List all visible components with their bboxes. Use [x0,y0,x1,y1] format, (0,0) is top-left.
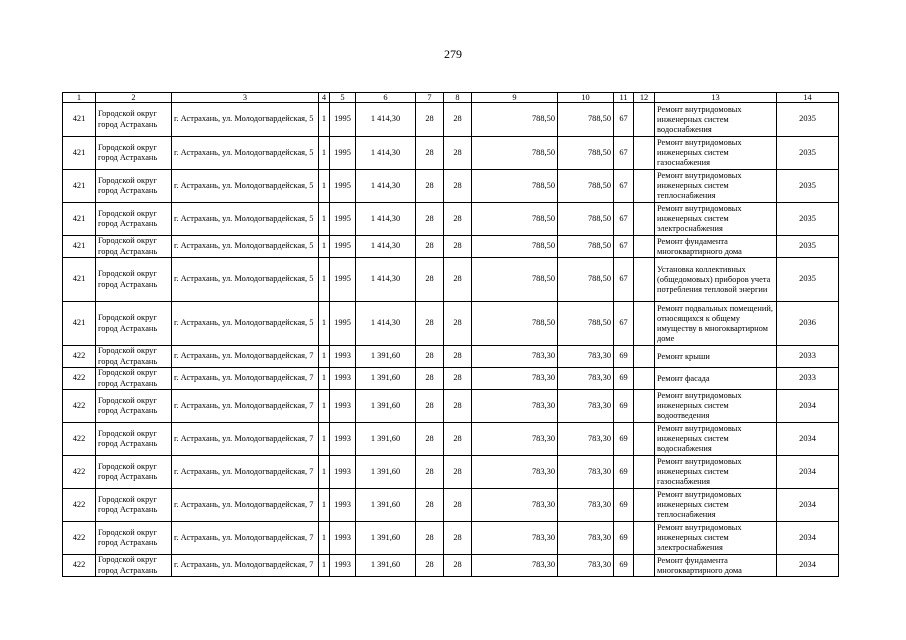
cell-work-type: Ремонт подвальных помещений, относящихся к общему имуществу в многоквартирном доме [655,302,777,346]
cell-col8: 28 [444,390,472,423]
cell-col8: 28 [444,368,472,390]
cell-year: 1993 [330,456,356,489]
cell-col8: 28 [444,137,472,170]
table-row [63,203,839,236]
col-number-header: 14 [777,93,839,103]
cell-col12 [634,203,655,236]
cell-work-type: Ремонт крыши [655,346,777,368]
cell-house-id: 422 [63,368,96,390]
cell-house-id: 421 [63,236,96,258]
cell-year: 1995 [330,103,356,137]
cell-total-area: 1 391,60 [356,390,416,423]
cell-house-id: 421 [63,170,96,203]
cell-col8: 28 [444,423,472,456]
cell-col8: 28 [444,236,472,258]
cell-col7: 28 [416,555,444,577]
cell-col8: 28 [444,522,472,555]
cell-col11: 67 [614,302,634,346]
cell-municipality: Городской округ город Астрахань [96,302,172,346]
cell-address: г. Астрахань, ул. Молодогвардейская, 5 [172,236,319,258]
cell-col10: 788,50 [558,236,614,258]
cell-col7: 28 [416,258,444,302]
table-row [63,137,839,170]
cell-work-type: Ремонт фасада [655,368,777,390]
cell-col10: 783,30 [558,346,614,368]
cell-col10: 783,30 [558,489,614,522]
col-number-header: 8 [444,93,472,103]
cell-col12 [634,522,655,555]
cell-municipality: Городской округ город Астрахань [96,555,172,577]
table-row [63,555,839,577]
cell-total-area: 1 391,60 [356,346,416,368]
cell-col12 [634,236,655,258]
cell-col11: 67 [614,258,634,302]
cell-col12 [634,103,655,137]
cell-planned-year: 2036 [777,302,839,346]
cell-total-area: 1 414,30 [356,302,416,346]
cell-col9: 788,50 [472,103,558,137]
cell-col10: 788,50 [558,137,614,170]
cell-municipality: Городской округ город Астрахань [96,103,172,137]
cell-work-type: Ремонт внутридомовых инженерных систем водоотведения [655,390,777,423]
cell-year: 1993 [330,390,356,423]
cell-col7: 28 [416,203,444,236]
cell-col4: 1 [319,258,330,302]
cell-house-id: 421 [63,258,96,302]
cell-year: 1995 [330,170,356,203]
cell-col7: 28 [416,423,444,456]
cell-address: г. Астрахань, ул. Молодогвардейская, 5 [172,302,319,346]
cell-house-id: 421 [63,103,96,137]
cell-col11: 69 [614,522,634,555]
cell-col10: 783,30 [558,390,614,423]
table-row [63,368,839,390]
cell-col8: 28 [444,203,472,236]
table-row [63,346,839,368]
cell-col9: 788,50 [472,203,558,236]
cell-col11: 67 [614,170,634,203]
cell-col7: 28 [416,456,444,489]
cell-municipality: Городской округ город Астрахань [96,489,172,522]
cell-address: г. Астрахань, ул. Молодогвардейская, 5 [172,170,319,203]
cell-work-type: Ремонт фундамента многоквартирного дома [655,555,777,577]
cell-col11: 69 [614,346,634,368]
cell-col9: 783,30 [472,555,558,577]
cell-planned-year: 2035 [777,170,839,203]
cell-col4: 1 [319,555,330,577]
cell-col9: 788,50 [472,170,558,203]
cell-col7: 28 [416,170,444,203]
table-row [63,522,839,555]
cell-col7: 28 [416,368,444,390]
cell-col4: 1 [319,302,330,346]
cell-col11: 67 [614,137,634,170]
cell-year: 1993 [330,489,356,522]
col-number-header: 9 [472,93,558,103]
cell-col10: 788,50 [558,258,614,302]
cell-planned-year: 2034 [777,489,839,522]
cell-total-area: 1 391,60 [356,456,416,489]
cell-planned-year: 2034 [777,522,839,555]
cell-col4: 1 [319,522,330,555]
cell-work-type: Ремонт внутридомовых инженерных систем электроснабжения [655,522,777,555]
cell-col8: 28 [444,555,472,577]
cell-year: 1993 [330,368,356,390]
cell-col12 [634,368,655,390]
cell-col11: 67 [614,236,634,258]
cell-municipality: Городской округ город Астрахань [96,390,172,423]
cell-work-type: Установка коллективных (общедомовых) приборов учета потребления тепловой энергии [655,258,777,302]
cell-address: г. Астрахань, ул. Молодогвардейская, 5 [172,203,319,236]
cell-col12 [634,456,655,489]
cell-col11: 69 [614,555,634,577]
cell-municipality: Городской округ город Астрахань [96,203,172,236]
table-row [63,423,839,456]
cell-address: г. Астрахань, ул. Молодогвардейская, 7 [172,346,319,368]
cell-address: г. Астрахань, ул. Молодогвардейская, 5 [172,137,319,170]
cell-col8: 28 [444,302,472,346]
cell-total-area: 1 414,30 [356,137,416,170]
cell-col4: 1 [319,103,330,137]
cell-house-id: 422 [63,489,96,522]
cell-col4: 1 [319,423,330,456]
cell-work-type: Ремонт внутридомовых инженерных систем теплоснабжения [655,170,777,203]
cell-work-type: Ремонт внутридомовых инженерных систем водоснабжения [655,423,777,456]
cell-year: 1993 [330,346,356,368]
cell-address: г. Астрахань, ул. Молодогвардейская, 5 [172,258,319,302]
cell-address: г. Астрахань, ул. Молодогвардейская, 7 [172,368,319,390]
cell-col9: 788,50 [472,236,558,258]
cell-col11: 67 [614,203,634,236]
cell-col8: 28 [444,170,472,203]
cell-total-area: 1 414,30 [356,203,416,236]
cell-house-id: 422 [63,390,96,423]
cell-planned-year: 2034 [777,423,839,456]
cell-col7: 28 [416,236,444,258]
cell-address: г. Астрахань, ул. Молодогвардейская, 7 [172,456,319,489]
cell-col12 [634,390,655,423]
col-number-header: 12 [634,93,655,103]
cell-col4: 1 [319,456,330,489]
cell-house-id: 422 [63,423,96,456]
cell-col11: 67 [614,103,634,137]
cell-total-area: 1 391,60 [356,522,416,555]
cell-planned-year: 2033 [777,368,839,390]
cell-col10: 788,50 [558,103,614,137]
cell-col11: 69 [614,368,634,390]
cell-col4: 1 [319,390,330,423]
cell-year: 1995 [330,137,356,170]
cell-year: 1995 [330,203,356,236]
cell-col12 [634,423,655,456]
cell-address: г. Астрахань, ул. Молодогвардейская, 7 [172,522,319,555]
cell-year: 1993 [330,555,356,577]
cell-col10: 788,50 [558,203,614,236]
cell-year: 1995 [330,258,356,302]
cell-house-id: 421 [63,137,96,170]
cell-year: 1993 [330,522,356,555]
cell-col7: 28 [416,346,444,368]
table-row [63,456,839,489]
cell-planned-year: 2034 [777,555,839,577]
cell-col10: 788,50 [558,170,614,203]
cell-planned-year: 2034 [777,456,839,489]
cell-planned-year: 2035 [777,137,839,170]
register-table [62,92,839,577]
cell-col8: 28 [444,489,472,522]
cell-col11: 69 [614,423,634,456]
cell-col4: 1 [319,489,330,522]
cell-col4: 1 [319,368,330,390]
cell-work-type: Ремонт внутридомовых инженерных систем электроснабжения [655,203,777,236]
cell-planned-year: 2035 [777,103,839,137]
cell-col10: 783,30 [558,456,614,489]
table-row [63,390,839,423]
cell-col9: 783,30 [472,456,558,489]
cell-col9: 783,30 [472,390,558,423]
cell-total-area: 1 414,30 [356,236,416,258]
cell-total-area: 1 391,60 [356,423,416,456]
cell-address: г. Астрахань, ул. Молодогвардейская, 7 [172,489,319,522]
cell-col8: 28 [444,103,472,137]
cell-total-area: 1 391,60 [356,555,416,577]
col-number-header: 1 [63,93,96,103]
cell-municipality: Городской округ город Астрахань [96,258,172,302]
page-number: 279 [444,47,462,61]
cell-col9: 783,30 [472,423,558,456]
table-row [63,302,839,346]
cell-col7: 28 [416,103,444,137]
cell-house-id: 421 [63,203,96,236]
col-number-header: 10 [558,93,614,103]
cell-col12 [634,137,655,170]
table-row [63,170,839,203]
cell-municipality: Городской округ город Астрахань [96,522,172,555]
cell-col12 [634,302,655,346]
cell-year: 1995 [330,236,356,258]
cell-address: г. Астрахань, ул. Молодогвардейская, 5 [172,103,319,137]
cell-col7: 28 [416,390,444,423]
cell-municipality: Городской округ город Астрахань [96,170,172,203]
cell-total-area: 1 414,30 [356,170,416,203]
cell-col9: 788,50 [472,302,558,346]
col-number-header: 11 [614,93,634,103]
cell-col4: 1 [319,170,330,203]
header-row [63,93,839,103]
cell-col10: 788,50 [558,302,614,346]
cell-col8: 28 [444,456,472,489]
cell-total-area: 1 391,60 [356,489,416,522]
cell-col4: 1 [319,203,330,236]
cell-work-type: Ремонт фундамента многоквартирного дома [655,236,777,258]
cell-house-id: 422 [63,346,96,368]
cell-municipality: Городской округ город Астрахань [96,456,172,489]
cell-col8: 28 [444,258,472,302]
cell-planned-year: 2035 [777,236,839,258]
cell-col11: 69 [614,390,634,423]
cell-col10: 783,30 [558,423,614,456]
cell-col10: 783,30 [558,368,614,390]
cell-total-area: 1 391,60 [356,368,416,390]
cell-col10: 783,30 [558,522,614,555]
cell-planned-year: 2033 [777,346,839,368]
cell-col9: 788,50 [472,137,558,170]
cell-municipality: Городской округ город Астрахань [96,236,172,258]
cell-total-area: 1 414,30 [356,103,416,137]
cell-col4: 1 [319,137,330,170]
cell-work-type: Ремонт внутридомовых инженерных систем газоснабжения [655,137,777,170]
cell-total-area: 1 414,30 [356,258,416,302]
cell-planned-year: 2034 [777,390,839,423]
cell-col9: 783,30 [472,522,558,555]
cell-col11: 69 [614,489,634,522]
col-number-header: 2 [96,93,172,103]
cell-year: 1993 [330,423,356,456]
col-number-header: 5 [330,93,356,103]
col-number-header: 13 [655,93,777,103]
cell-col11: 69 [614,456,634,489]
cell-house-id: 422 [63,456,96,489]
cell-planned-year: 2035 [777,203,839,236]
cell-col9: 783,30 [472,489,558,522]
table-row [63,258,839,302]
cell-col4: 1 [319,346,330,368]
cell-work-type: Ремонт внутридомовых инженерных систем газоснабжения [655,456,777,489]
cell-year: 1995 [330,302,356,346]
col-number-header: 7 [416,93,444,103]
cell-work-type: Ремонт внутридомовых инженерных систем водоснабжения [655,103,777,137]
col-number-header: 4 [319,93,330,103]
cell-col7: 28 [416,137,444,170]
cell-work-type: Ремонт внутридомовых инженерных систем теплоснабжения [655,489,777,522]
cell-col7: 28 [416,522,444,555]
cell-col7: 28 [416,302,444,346]
cell-planned-year: 2035 [777,258,839,302]
cell-col7: 28 [416,489,444,522]
cell-col12 [634,489,655,522]
table-row [63,103,839,137]
cell-house-id: 421 [63,302,96,346]
cell-municipality: Городской округ город Астрахань [96,346,172,368]
cell-col9: 788,50 [472,258,558,302]
cell-col9: 783,30 [472,368,558,390]
cell-col12 [634,170,655,203]
cell-address: г. Астрахань, ул. Молодогвардейская, 7 [172,423,319,456]
cell-col10: 783,30 [558,555,614,577]
cell-municipality: Городской округ город Астрахань [96,368,172,390]
col-number-header: 6 [356,93,416,103]
cell-house-id: 422 [63,555,96,577]
cell-house-id: 422 [63,522,96,555]
table-row [63,489,839,522]
cell-col12 [634,555,655,577]
cell-col4: 1 [319,236,330,258]
cell-municipality: Городской округ город Астрахань [96,137,172,170]
cell-col12 [634,346,655,368]
table-row [63,236,839,258]
cell-col8: 28 [444,346,472,368]
cell-address: г. Астрахань, ул. Молодогвардейская, 7 [172,555,319,577]
cell-municipality: Городской округ город Астрахань [96,423,172,456]
cell-address: г. Астрахань, ул. Молодогвардейская, 7 [172,390,319,423]
col-number-header: 3 [172,93,319,103]
cell-col12 [634,258,655,302]
cell-col9: 783,30 [472,346,558,368]
